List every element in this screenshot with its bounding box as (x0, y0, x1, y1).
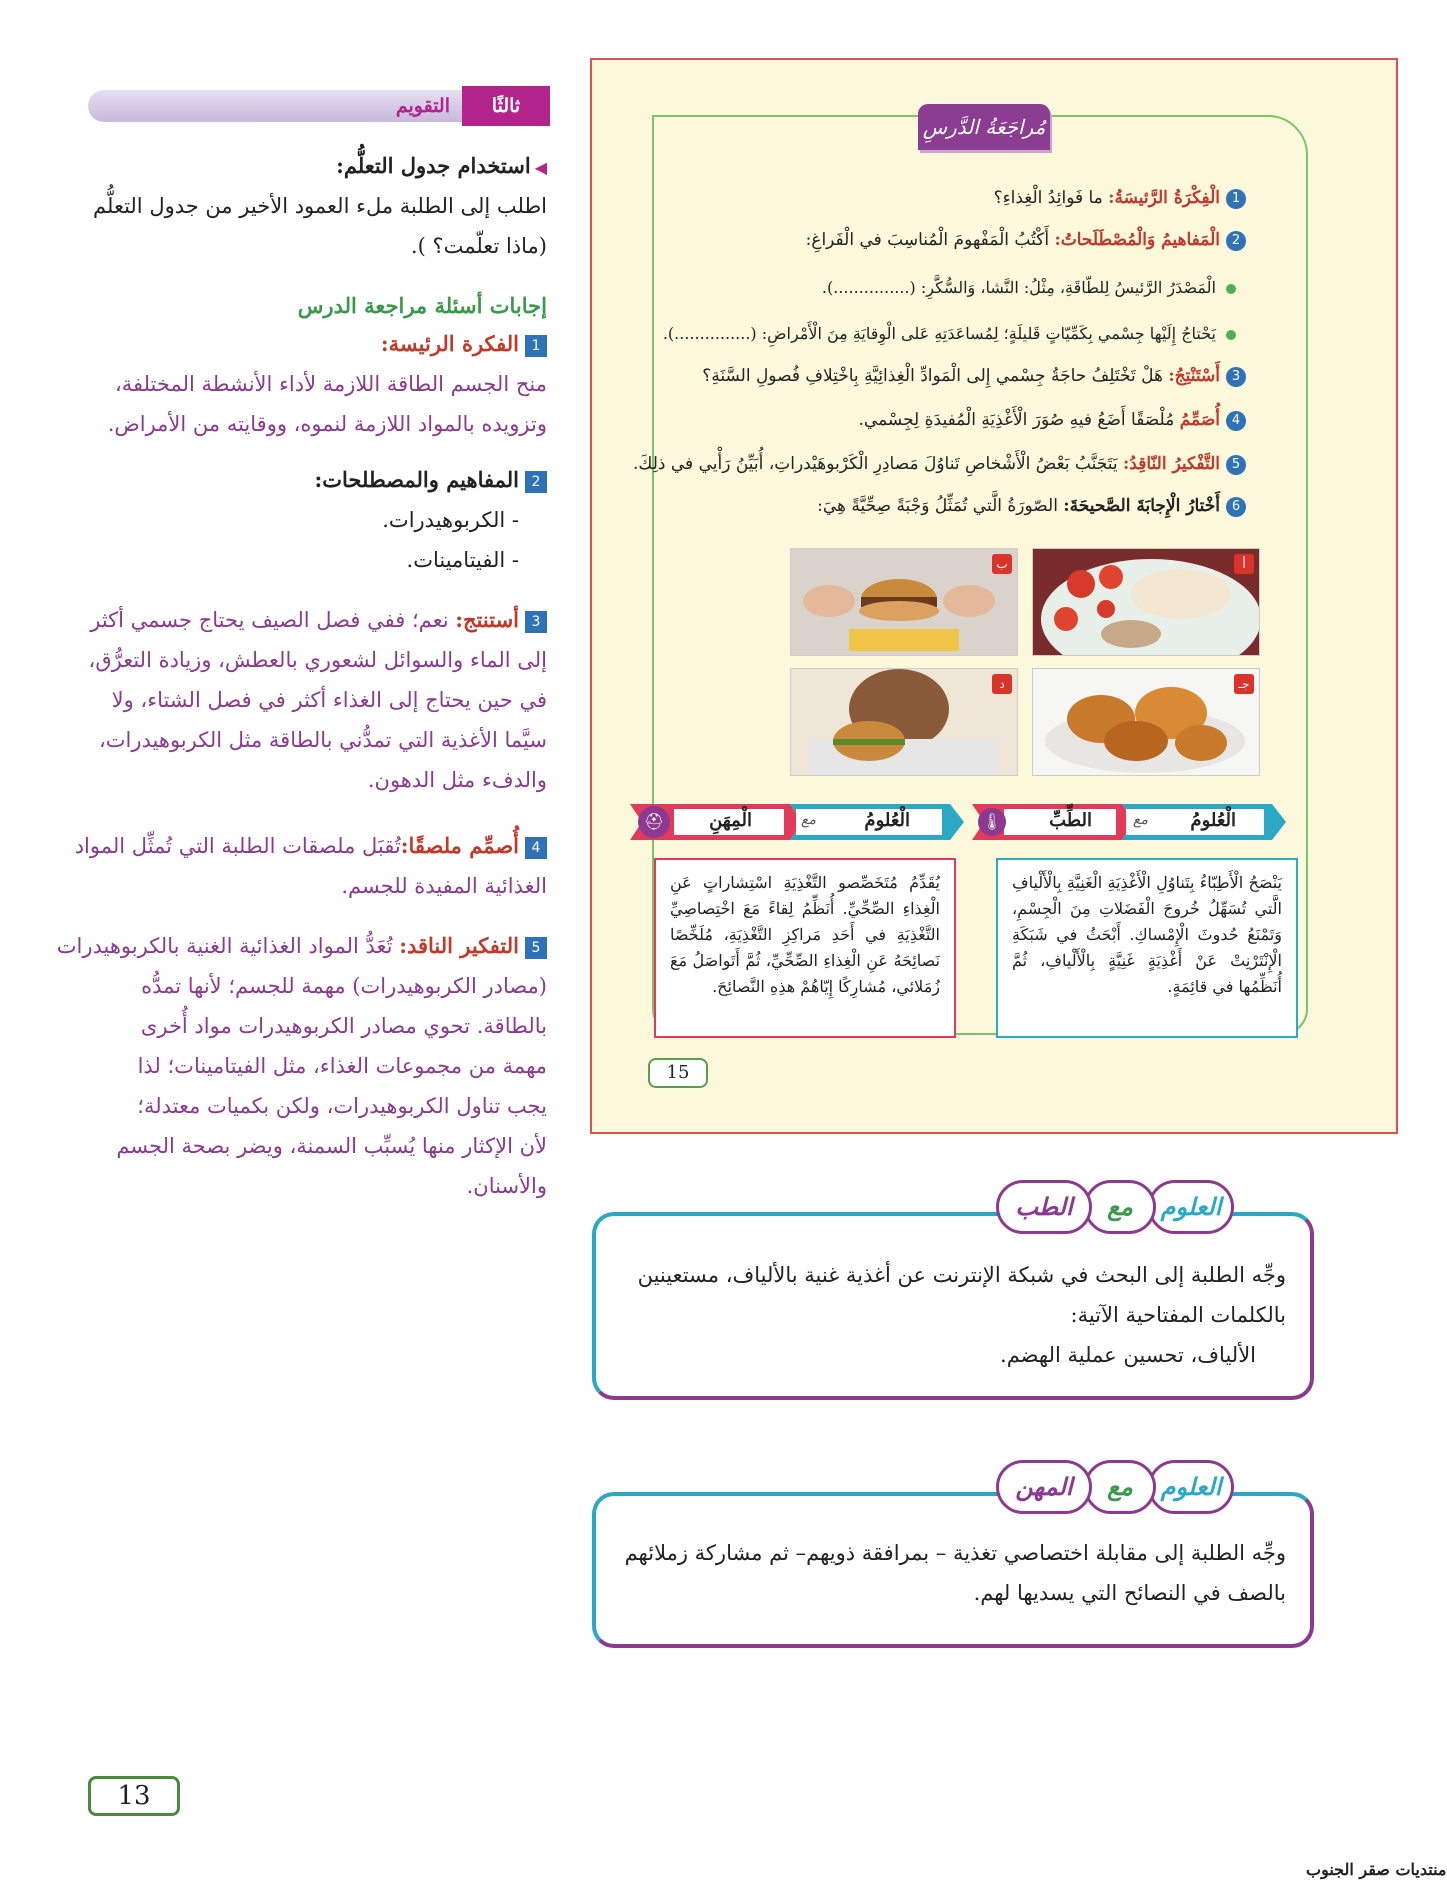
question-2 (806, 228, 1246, 252)
question-key: الْفِكْرَةُ الرَّئيسَةُ: (1108, 188, 1220, 208)
question-4 (859, 408, 1247, 432)
question-3 (702, 364, 1246, 388)
question-2-item-b-text: يَحْتاجُ إِلَيْها جِسْمي بِكَمِّيّاتٍ قَليلَةٍ؛ لِمُساعَدَتِهِ عَلى الْوِقايَةِ مِنَ الْأَمْراضِ: (...............). (662, 324, 1216, 343)
question-number: 6 (1226, 497, 1246, 517)
answer-4-text: تُقبَل ملصقات الطلبة التي تُمثِّل المواد (74, 834, 401, 858)
badge-careers: المهن (996, 1460, 1092, 1514)
answer-5-line-5: يجب تناول الكربوهيدرات، ولكن بكميات معتدلة؛ (137, 1094, 547, 1118)
answer-3-line-5: والدفء مثل الدهون. (367, 768, 547, 792)
photo-label: ب (992, 554, 1012, 574)
banner-field-label: الطِّبِّ (1049, 810, 1092, 831)
man-eating-burger-image (790, 669, 1017, 776)
photo-label: أ (1234, 554, 1254, 574)
question-number: 3 (1226, 367, 1246, 387)
answer-2-heading (315, 460, 547, 500)
photo-label: د (992, 674, 1012, 694)
bullet-icon (1226, 284, 1236, 294)
answers-title: إجابات أسئلة مراجعة الدرس (297, 293, 547, 318)
question-text: يَتَجَنَّبُ بَعْضُ الْأَشْخاصِ تَناوُلَ مَصادِرِ الْكَرْبوهَيْدراتِ، أُبَيِّنُ رَأْيي في ذلِكَ. (633, 454, 1123, 474)
question-5 (633, 452, 1246, 476)
question-text: الصّورَةُ الَّتي تُمَثِّلُ وَجْبَةً صِحِّيَّةً هِيَ: (817, 496, 1064, 516)
helmet-icon: ⛑ (638, 806, 670, 838)
careers-text: يُقَدِّمُ مُتَخَصِّصو التَّغْذِيَةِ اسْتِشاراتٍ عَنِ الْغِذاءِ الصِّحِّيِّ. أُنَظِّمُ لِقاءً مَعَ اخْتِصاصِيِّ التَّغْذِيَةِ في أَحَدِ مَراكِزِ التَّغْذِيَةِ، مُلَخِّصًا نَصائِحَهُ عَنِ الْغِذاءِ الصِّحِّيِّ، ثُمَّ أَتَواصَلُ مَعَ زُمَلائي، مُشارِكًا إِيّاهُمْ هذِهِ النَّصائِحَ. (670, 873, 940, 996)
question-2-item-a-text: الْمَصْدَرُ الرَّئيسُ لِلطّاقَةِ، مِثْلُ: النَّشا، وَالسُّكَّرِ: (...............). (821, 278, 1216, 297)
question-key: أَخْتارُ الْإِجابَةَ الصَّحيحَةَ: (1063, 496, 1220, 516)
answer-2-line-2: - الفيتامينات. (406, 548, 519, 572)
question-text: مُلْصَقًا أَضَعُ فيهِ صُوَرَ الْأَغْذِيَةِ الْمُفيدَةِ لِجِسْمي. (858, 410, 1180, 430)
answer-4-line-1 (75, 826, 547, 866)
answer-5-line-1 (57, 926, 547, 966)
badge-science: العلوم (1148, 1460, 1234, 1514)
question-text: هَلْ تَخْتَلِفُ حاجَةُ جِسْمي إِلى الْمَوادِّ الْغِذائِيَّةِ بِاخْتِلافِ فُصولِ السَّنَةِ؟ (702, 366, 1169, 386)
answer-2-key: المفاهيم والمصطلحات: (314, 467, 519, 492)
question-2-item-b (663, 322, 1236, 346)
meal-photo-a[interactable] (1032, 548, 1260, 656)
answer-5-line-3: بالطاقة. تحوي مصادر الكربوهيدرات مواد أُخرى (140, 1014, 547, 1038)
banner-science-label: الْعُلومُ (864, 810, 910, 831)
guide-page-number: 13 (88, 1776, 180, 1816)
question-number: 2 (1226, 231, 1246, 251)
textbook-page-inset (590, 58, 1398, 1134)
answer-3-line-2: إلى الماء والسوائل لشعوري بالعطش، وزيادة التعرُّق، (88, 648, 547, 672)
box-2-line-2: بالصف في النصائح التي يسديها لهم. (973, 1581, 1286, 1605)
answer-number: 1 (525, 335, 547, 357)
section-number-label: ثالثًا (462, 86, 550, 126)
learning-table-title: استخدام جدول التعلُّم: (336, 153, 531, 178)
learning-table-line-1: اطلب إلى الطلبة ملء العمود الأخير من جدول التعلُّم (93, 194, 547, 218)
answer-number: 3 (525, 611, 547, 633)
badge-with: مع (1084, 1460, 1156, 1514)
triangle-bullet-icon: ◀ (534, 158, 547, 177)
question-text: ما فَوائِدُ الْغِذاءِ؟ (993, 188, 1109, 208)
answer-number: 4 (525, 837, 547, 859)
learning-table-line-2: (ماذا تعلّمت؟ ). (410, 234, 547, 258)
answer-number: 2 (525, 471, 547, 493)
banner-shape (630, 800, 966, 844)
box-1-line-1: وجِّه الطلبة إلى البحث في شبكة الإنترنت عن أغذية غنية بالألياف، مستعينين (637, 1263, 1286, 1287)
answer-3-line-3: في حين يحتاج إلى الغذاء أكثر في فصل الشتاء، ولا (111, 688, 547, 712)
medicine-text: يَنْصَحُ الْأَطِبّاءُ بِتَناوُلِ الْأَغْذِيَةِ الْغَنِيَّةِ بِالْأَلْيافِ الَّتي تُسَهِّلُ خُروجَ الْفَضَلاتِ مِنَ الْجِسْمِ، وَتَمْنَعُ حُدوثَ الْإِمْساكِ. أَبْحَثُ في شَبَكَةِ الْإِنْتَرْنِتْ عَنْ أَغْذِيَةٍ غَنِيَّةٍ بِالْأَلْيافِ، ثُمَّ أُنَظِّمُها في قائِمَةٍ. (1012, 873, 1282, 996)
badge-science: العلوم (1148, 1180, 1234, 1234)
lesson-review-title: مُراجَعَةُ الدَّرسِ (918, 104, 1050, 150)
box-1-line-3: الألياف، تحسين عملية الهضم. (1000, 1343, 1256, 1367)
banner-shape (972, 800, 1288, 844)
answer-3-text: نعم؛ ففي فصل الصيف يحتاج جسمي أكثر (90, 608, 456, 632)
meal-photo-d[interactable] (790, 668, 1018, 776)
answer-5-text: تُعَدُّ المواد الغذائية الغنية بالكربوهيدرات (56, 934, 400, 958)
medicine-text-box (996, 858, 1298, 1038)
question-key: التَّفْكيرُ النّاقِدُ: (1123, 454, 1220, 474)
question-number: 5 (1226, 455, 1246, 475)
banner-field-label: الْمِهَنِ (709, 810, 752, 831)
learning-table-heading (336, 146, 547, 188)
meal-photo-c[interactable] (1032, 668, 1260, 776)
answer-5-line-2: (مصادر الكربوهيدرات) مهمة للجسم؛ لأنها تمدُّه (141, 974, 547, 998)
question-1 (994, 186, 1246, 210)
answer-5-line-4: مهمة من مجموعات الغذاء، مثل الفيتامينات؛ لذا (137, 1054, 547, 1078)
answer-1-line-1: منح الجسم الطاقة اللازمة لأداء الأنشطة المختلفة، (114, 372, 547, 396)
answer-1-heading (381, 324, 547, 364)
answer-5-line-6: لأن الإكثار منها يُسبِّب السمنة، ويضر بصحة الجسم (116, 1134, 547, 1158)
question-number: 1 (1226, 189, 1246, 209)
question-text: أَكْتُبُ الْمَفْهومَ الْمُناسِبَ في الْفَراغِ: (805, 230, 1055, 250)
section-title-label: التقويم (395, 95, 450, 117)
question-key: أُصَمِّمُ (1179, 410, 1220, 430)
textbook-page-number: 15 (648, 1058, 708, 1088)
answer-3-line-4: سيَّما الأغذية التي تمدُّني بالطاقة مثل الكربوهيدرات، (99, 728, 547, 752)
answer-1-line-2: وتزويده بالمواد اللازمة لنموه، ووقايته من الأمراض. (107, 412, 547, 436)
answer-1-key: الفكرة الرئيسة: (380, 331, 519, 356)
answer-3-line-1 (90, 600, 547, 640)
answer-number: 5 (525, 937, 547, 959)
fried-chicken-image (1032, 669, 1259, 776)
science-medicine-activity-box (592, 1212, 1314, 1400)
answer-3-key: أستنتج: (455, 607, 519, 632)
bullet-icon (1226, 330, 1236, 340)
burger-fries-image (790, 549, 1017, 656)
question-key: الْمَفاهيمُ وَالْمُصْطَلَحاتُ: (1054, 230, 1220, 250)
question-key: أَسْتَنْتِجُ: (1168, 366, 1220, 386)
answer-4-key: أُصمِّم ملصقًا: (400, 833, 519, 858)
answer-2-line-1: - الكربوهيدرات. (382, 508, 519, 532)
badge-medicine: الطب (996, 1180, 1092, 1234)
answer-5-line-7: والأسنان. (466, 1174, 547, 1198)
question-number: 4 (1226, 411, 1246, 431)
careers-text-box (654, 858, 956, 1038)
science-careers-activity-box (592, 1492, 1314, 1648)
fruit-plate-image (1032, 549, 1259, 656)
meal-photo-b[interactable] (790, 548, 1018, 656)
answer-4-line-2: الغذائية المفيدة للجسم. (341, 874, 547, 898)
question-2-item-a (822, 276, 1236, 300)
science-careers-badge (996, 1460, 1234, 1514)
photo-label: جـ (1234, 674, 1254, 694)
science-careers-banner (630, 800, 966, 844)
banner-with-label: مع (1133, 812, 1148, 828)
answer-5-key: التفكير الناقد: (399, 933, 519, 958)
science-medicine-banner (972, 800, 1288, 844)
badge-with: مع (1084, 1180, 1156, 1234)
section-header-bar (88, 86, 550, 126)
box-1-line-2: بالكلمات المفتاحية الآتية: (1070, 1303, 1286, 1327)
banner-with-label: مع (801, 812, 816, 828)
question-6 (817, 494, 1246, 518)
box-2-line-1: وجِّه الطلبة إلى مقابلة اختصاصي تغذية – بمرافقة ذويهم– ثم مشاركة زملائهم (624, 1541, 1286, 1565)
forum-credit: منتديات صقر الجنوب (1306, 1860, 1447, 1879)
thermometer-icon: 🌡 (978, 808, 1006, 836)
banner-science-label: الْعُلومُ (1190, 810, 1236, 831)
science-medicine-badge (996, 1180, 1234, 1234)
